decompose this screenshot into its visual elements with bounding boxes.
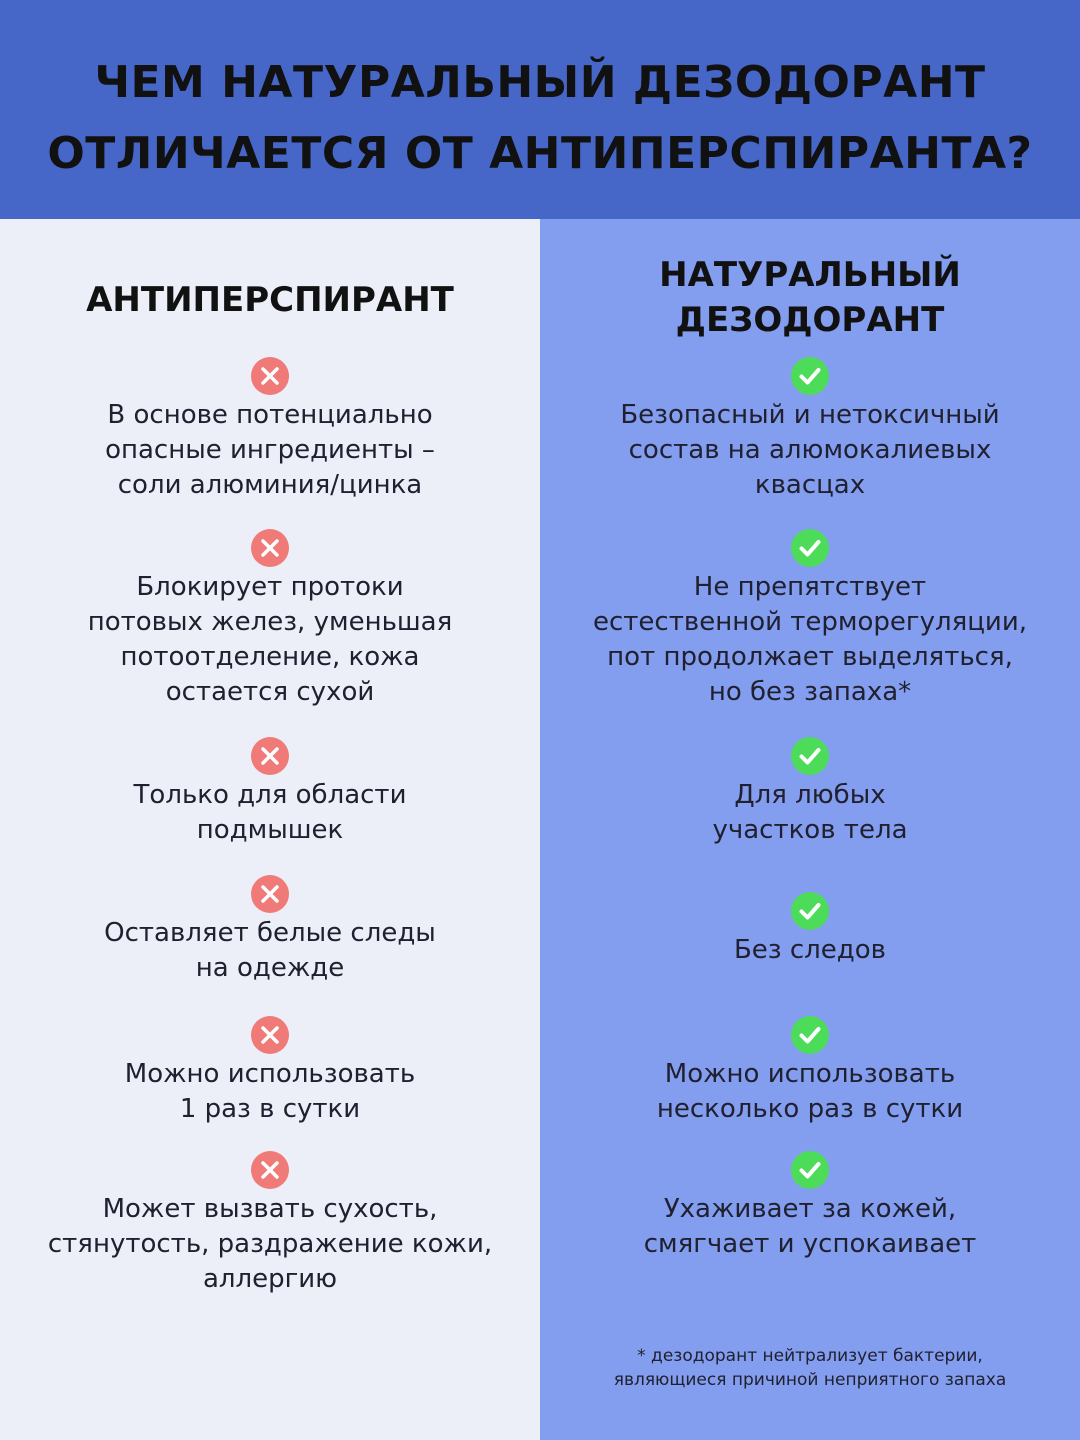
natural-deodorant-column [540, 219, 1080, 1440]
check-circle-icon [790, 1015, 830, 1055]
check-circle-icon [790, 736, 830, 776]
natural-deodorant-item-6 [540, 1150, 1080, 1262]
antiperspirant-item-4 [0, 874, 540, 986]
natural-deodorant-item-text: Не препятствует естественной терморегуляции, пот продолжает выделяться, но без запаха* [593, 572, 1027, 707]
natural-deodorant-item-text: Для любых участков тела [712, 780, 908, 845]
natural-deodorant-item-text: Ухаживает за кожей, смягчает и успокаивает [643, 1194, 977, 1259]
antiperspirant-item-1 [0, 356, 540, 503]
x-circle-icon [250, 356, 290, 396]
natural-deodorant-title-line-2: ДЕЗОДОРАНТ [675, 300, 945, 340]
header-banner [0, 0, 1080, 219]
antiperspirant-item-2 [0, 528, 540, 710]
natural-deodorant-item-3 [540, 736, 1080, 848]
check-circle-icon [790, 356, 830, 396]
natural-deodorant-item-text: Можно использовать несколько раз в сутки [656, 1059, 964, 1124]
natural-deodorant-item-2 [540, 528, 1080, 710]
page-title-line-1: ЧЕМ НАТУРАЛЬНЫЙ ДЕЗОДОРАНТ [94, 57, 986, 108]
x-circle-icon [250, 874, 290, 914]
antiperspirant-item-text: Может вызвать сухость, стянутость, раздражение кожи, аллергию [47, 1194, 493, 1294]
antiperspirant-column [0, 219, 540, 1440]
x-circle-icon [250, 1150, 290, 1190]
page-title-line-2: ОТЛИЧАЕТСЯ ОТ АНТИПЕРСПИРАНТА? [47, 128, 1033, 179]
natural-deodorant-title-line-1: НАТУРАЛЬНЫЙ [659, 255, 961, 295]
antiperspirant-column-title: АНТИПЕРСПИРАНТ [86, 280, 454, 320]
antiperspirant-item-5 [0, 1015, 540, 1127]
natural-deodorant-item-5 [540, 1015, 1080, 1127]
natural-deodorant-item-text: Безопасный и нетоксичный состав на алюмокалиевых квасцах [620, 400, 1000, 500]
antiperspirant-item-text: Можно использовать 1 раз в сутки [124, 1059, 416, 1124]
natural-deodorant-item-text: Без следов [733, 935, 887, 965]
check-circle-icon [790, 891, 830, 931]
footnote: * дезодорант нейтрализует бактерии, являющиеся причиной неприятного запаха [613, 1346, 1007, 1390]
x-circle-icon [250, 736, 290, 776]
antiperspirant-item-3 [0, 736, 540, 848]
antiperspirant-item-text: Только для области подмышек [133, 780, 407, 845]
x-circle-icon [250, 528, 290, 568]
natural-deodorant-item-1 [540, 356, 1080, 503]
antiperspirant-item-text: Блокирует протоки потовых желез, уменьшая потоотделение, кожа остается сухой [87, 572, 453, 707]
antiperspirant-item-text: В основе потенциально опасные ингредиенты – соли алюминия/цинка [105, 400, 435, 500]
x-circle-icon [250, 1015, 290, 1055]
antiperspirant-item-text: Оставляет белые следы на одежде [104, 918, 436, 983]
natural-deodorant-item-4 [540, 891, 1080, 968]
check-circle-icon [790, 1150, 830, 1190]
check-circle-icon [790, 528, 830, 568]
antiperspirant-item-6 [0, 1150, 540, 1297]
